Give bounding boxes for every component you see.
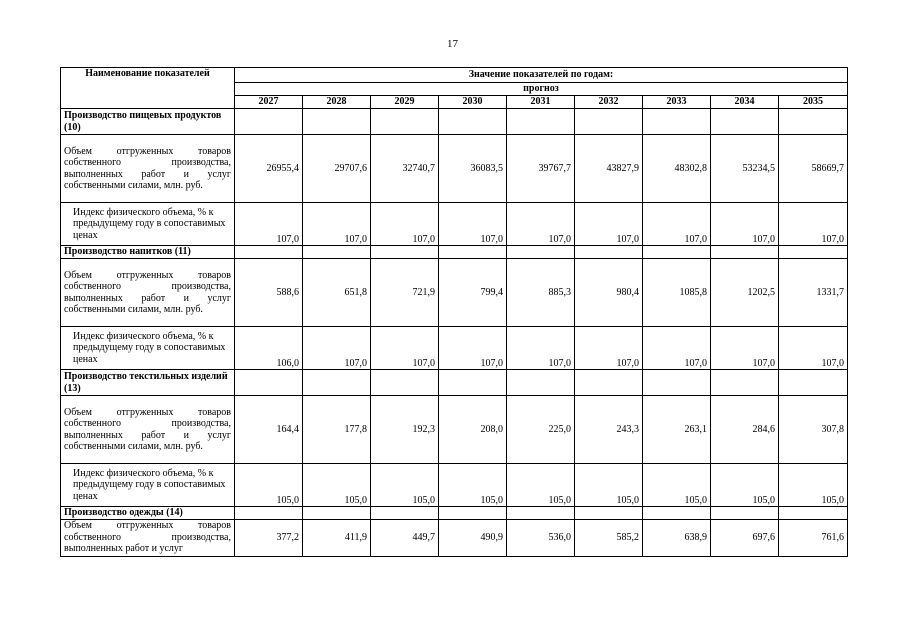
empty-cell (779, 507, 848, 520)
indicator-label: Индекс физического объема, % к предыдущему году в сопоставимых ценах (61, 203, 235, 246)
value-cell: 106,0 (235, 327, 303, 370)
value-cell: 536,0 (507, 520, 575, 557)
empty-cell (371, 370, 439, 396)
value-cell: 208,0 (439, 396, 507, 464)
empty-cell (303, 370, 371, 396)
value-cell: 39767,7 (507, 135, 575, 203)
indicator-label: Индекс физического объема, % к предыдущему году в сопоставимых ценах (61, 327, 235, 370)
empty-cell (439, 507, 507, 520)
value-cell: 980,4 (575, 259, 643, 327)
indicator-label: Объем отгруженных товаров собственного производства, выполненных работ и услуг (61, 520, 235, 557)
table-row (61, 520, 848, 557)
empty-cell (303, 109, 371, 135)
value-cell: 107,0 (371, 203, 439, 246)
value-cell: 32740,7 (371, 135, 439, 203)
value-cell: 107,0 (779, 203, 848, 246)
table-row (61, 259, 848, 327)
value-cell: 799,4 (439, 259, 507, 327)
value-cell: 192,3 (371, 396, 439, 464)
value-cell: 411,9 (303, 520, 371, 557)
value-cell: 53234,5 (711, 135, 779, 203)
empty-cell (507, 370, 575, 396)
empty-cell (643, 370, 711, 396)
value-cell: 36083,5 (439, 135, 507, 203)
value-cell: 107,0 (575, 203, 643, 246)
empty-cell (711, 246, 779, 259)
empty-cell (711, 507, 779, 520)
year-header: 2035 (779, 96, 848, 109)
values-header: Значение показателей по годам: (235, 68, 848, 83)
empty-cell (711, 370, 779, 396)
value-cell: 164,4 (235, 396, 303, 464)
empty-cell (643, 246, 711, 259)
value-cell: 105,0 (575, 464, 643, 507)
value-cell: 107,0 (303, 327, 371, 370)
value-cell: 105,0 (643, 464, 711, 507)
section-row (61, 109, 848, 135)
empty-cell (371, 109, 439, 135)
empty-cell (779, 370, 848, 396)
value-cell: 377,2 (235, 520, 303, 557)
value-cell: 48302,8 (643, 135, 711, 203)
section-title: Производство текстильных изделий (13) (61, 370, 235, 396)
empty-cell (303, 507, 371, 520)
empty-cell (711, 109, 779, 135)
indicator-label: Объем отгруженных товаров собственного производства, выполненных работ и услуг собственными силами, млн. руб. (61, 396, 235, 464)
value-cell: 29707,6 (303, 135, 371, 203)
value-cell: 107,0 (371, 327, 439, 370)
value-cell: 105,0 (303, 464, 371, 507)
empty-cell (371, 246, 439, 259)
value-cell: 105,0 (779, 464, 848, 507)
empty-cell (643, 109, 711, 135)
value-cell: 651,8 (303, 259, 371, 327)
empty-cell (303, 246, 371, 259)
empty-cell (439, 246, 507, 259)
value-cell: 761,6 (779, 520, 848, 557)
value-cell: 588,6 (235, 259, 303, 327)
empty-cell (507, 507, 575, 520)
value-cell: 105,0 (371, 464, 439, 507)
value-cell: 263,1 (643, 396, 711, 464)
section-title: Производство пищевых продуктов (10) (61, 109, 235, 135)
empty-cell (235, 507, 303, 520)
empty-cell (507, 246, 575, 259)
value-cell: 1331,7 (779, 259, 848, 327)
value-cell: 721,9 (371, 259, 439, 327)
value-cell: 107,0 (575, 327, 643, 370)
empty-cell (439, 370, 507, 396)
value-cell: 107,0 (507, 327, 575, 370)
value-cell: 1085,8 (643, 259, 711, 327)
page-number: 17 (447, 38, 458, 50)
table-row (61, 464, 848, 507)
value-cell: 107,0 (643, 327, 711, 370)
value-cell: 107,0 (711, 203, 779, 246)
value-cell: 225,0 (507, 396, 575, 464)
empty-cell (507, 109, 575, 135)
value-cell: 58669,7 (779, 135, 848, 203)
empty-cell (643, 507, 711, 520)
year-header: 2029 (371, 96, 439, 109)
section-row (61, 370, 848, 396)
table-row (61, 203, 848, 246)
year-header: 2034 (711, 96, 779, 109)
value-cell: 107,0 (303, 203, 371, 246)
empty-cell (371, 507, 439, 520)
value-cell: 697,6 (711, 520, 779, 557)
value-cell: 490,9 (439, 520, 507, 557)
empty-cell (779, 109, 848, 135)
empty-cell (235, 109, 303, 135)
empty-cell (439, 109, 507, 135)
value-cell: 243,3 (575, 396, 643, 464)
value-cell: 105,0 (507, 464, 575, 507)
value-cell: 107,0 (439, 327, 507, 370)
empty-cell (575, 246, 643, 259)
empty-cell (575, 507, 643, 520)
empty-cell (575, 109, 643, 135)
forecast-label: прогноз (235, 83, 848, 96)
value-cell: 107,0 (643, 203, 711, 246)
empty-cell (235, 370, 303, 396)
section-row (61, 246, 848, 259)
table-row (61, 135, 848, 203)
value-cell: 43827,9 (575, 135, 643, 203)
value-cell: 107,0 (711, 327, 779, 370)
value-cell: 449,7 (371, 520, 439, 557)
year-header: 2028 (303, 96, 371, 109)
table-row (61, 327, 848, 370)
value-cell: 885,3 (507, 259, 575, 327)
table-row (61, 396, 848, 464)
value-cell: 307,8 (779, 396, 848, 464)
section-title: Производство напитков (11) (61, 246, 235, 259)
section-title: Производство одежды (14) (61, 507, 235, 520)
value-cell: 1202,5 (711, 259, 779, 327)
value-cell: 284,6 (711, 396, 779, 464)
section-row (61, 507, 848, 520)
value-cell: 105,0 (235, 464, 303, 507)
value-cell: 177,8 (303, 396, 371, 464)
year-header: 2031 (507, 96, 575, 109)
indicator-label: Объем отгруженных товаров собственного производства, выполненных работ и услуг собственными силами, млн. руб. (61, 135, 235, 203)
indicators-table (60, 67, 848, 557)
value-cell: 585,2 (575, 520, 643, 557)
year-header: 2033 (643, 96, 711, 109)
year-header: 2030 (439, 96, 507, 109)
value-cell: 107,0 (235, 203, 303, 246)
indicator-label: Объем отгруженных товаров собственного производства, выполненных работ и услуг собственными силами, млн. руб. (61, 259, 235, 327)
value-cell: 638,9 (643, 520, 711, 557)
empty-cell (779, 246, 848, 259)
value-cell: 107,0 (779, 327, 848, 370)
empty-cell (575, 370, 643, 396)
year-header: 2032 (575, 96, 643, 109)
value-cell: 105,0 (439, 464, 507, 507)
year-header: 2027 (235, 96, 303, 109)
empty-cell (235, 246, 303, 259)
value-cell: 107,0 (507, 203, 575, 246)
value-cell: 105,0 (711, 464, 779, 507)
value-cell: 26955,4 (235, 135, 303, 203)
indicator-header: Наименование показателей (61, 68, 235, 109)
value-cell: 107,0 (439, 203, 507, 246)
indicator-label: Индекс физического объема, % к предыдущему году в сопоставимых ценах (61, 464, 235, 507)
